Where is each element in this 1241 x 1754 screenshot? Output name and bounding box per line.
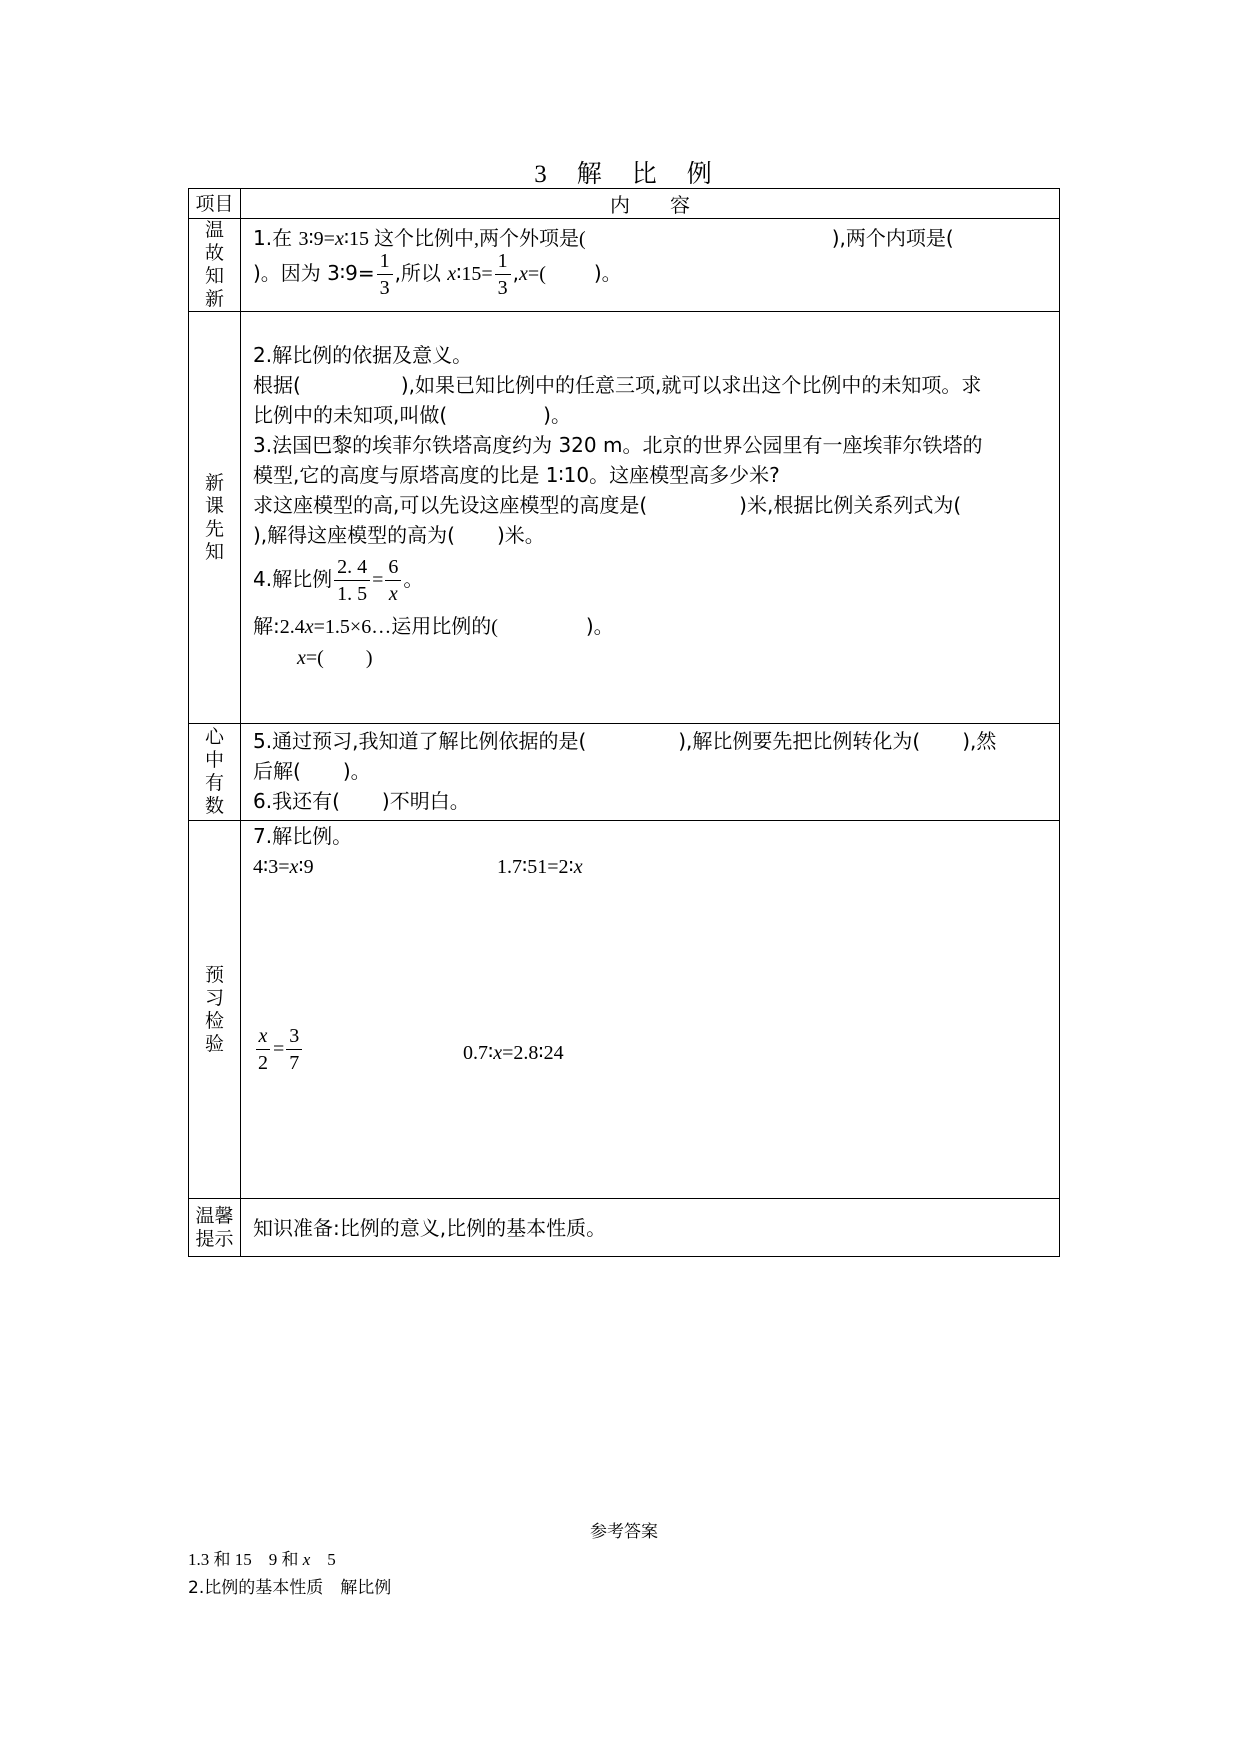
- q7-row1: [253, 851, 1049, 881]
- tips-row: [189, 1199, 1060, 1257]
- problem-4: 0.7∶x=2.8∶24: [463, 1042, 564, 1064]
- review-label: 温故知新: [204, 219, 224, 310]
- fraction-one-third-2: $\frac{1}{3}$: [495, 248, 511, 301]
- q7-lead: 7.解比例。: [253, 824, 353, 848]
- q4-x-line: x=( ): [297, 647, 373, 669]
- q3-line2: 模型,它的高度与原塔高度的比是 1∶10。这座模型高多少米?: [253, 463, 780, 487]
- check-row: [189, 821, 1060, 1199]
- q4-solution: 解:2.4x=1.5×6…运用比例的( )。: [253, 614, 614, 638]
- q2-line2: 根据( ),如果已知比例中的任意三项,就可以求出这个比例中的未知项。求: [253, 373, 982, 397]
- q5-line2: 后解( )。: [253, 759, 371, 783]
- tip-text: 知识准备:比例的意义,比例的基本性质。: [241, 1199, 1060, 1257]
- q1-line1: 1.在 3∶9=x∶15 这个比例中,两个外项是( ),两个内项是(: [253, 226, 954, 250]
- q3-line1: 3.法国巴黎的埃菲尔铁塔高度约为 320 m。北京的世界公园里有一座埃菲尔铁塔的: [253, 433, 983, 457]
- title-char-1: 解: [576, 159, 604, 188]
- problem-1: 4∶3=x∶9: [253, 856, 314, 878]
- newlesson-row: [189, 312, 1060, 724]
- problem-2: 1.7∶51=2∶x: [497, 856, 583, 878]
- title-char-3: 例: [686, 159, 714, 188]
- page-title: [188, 154, 1060, 190]
- mind-content: [241, 724, 1060, 821]
- title-number: 3: [534, 161, 549, 188]
- check-content: [241, 821, 1060, 1199]
- review-row: [189, 219, 1060, 312]
- q5-line1: 5.通过预习,我知道了解比例依据的是( ),解比例要先把比例转化为( ),然: [253, 729, 997, 753]
- answer-2: 2.比例的基本性质 解比例: [188, 1578, 392, 1598]
- title-char-2: 比: [631, 159, 659, 188]
- q1-line2: )。因为 3∶9= $\frac{1}{3}$ ,所以 x∶15= $\frac{1}{3}$ ,x=( )。: [253, 250, 622, 299]
- review-content: [241, 219, 1060, 312]
- fraction-2.4-over-1.5: $\frac{2. 4}{1. 5}$: [334, 554, 370, 607]
- mind-label: 心中有数: [204, 726, 224, 817]
- worksheet-table: [188, 188, 1060, 1257]
- mind-row: [189, 724, 1060, 821]
- q4-line1: 4.解比例 $\frac{2. 4}{1. 5}$ = $\frac{6}{x}$ 。: [253, 556, 424, 605]
- answer-key: [188, 1518, 1060, 1602]
- header-item: 项目: [189, 189, 241, 219]
- q2-line3: 比例中的未知项,叫做( )。: [253, 403, 571, 427]
- check-label: 预习检验: [204, 963, 224, 1055]
- header-content: 内 容: [241, 189, 1060, 219]
- q3-line4: ),解得这座模型的高为( )米。: [253, 523, 545, 547]
- answer-heading: 参考答案: [590, 1522, 658, 1542]
- q3-line3: 求这座模型的高,可以先设这座模型的高度是( )米,根据比例关系列式为(: [253, 493, 962, 517]
- newlesson-content: [241, 312, 1060, 724]
- q6-line: 6.我还有( )不明白。: [253, 789, 470, 813]
- q2-line1: 2.解比例的依据及意义。: [253, 343, 473, 367]
- problem-3: $\frac{x}{2}$ = $\frac{3}{7}$: [253, 1023, 304, 1076]
- fraction-one-third: $\frac{1}{3}$: [377, 248, 393, 301]
- fraction-6-over-x: $\frac{6}{x}$: [385, 554, 401, 607]
- q7-row2: [253, 1023, 1049, 1083]
- header-row: [189, 189, 1060, 219]
- answer-1: 1.3 和 15 9 和 x 5: [188, 1550, 336, 1569]
- newlesson-label: 新课先知: [204, 471, 224, 563]
- tips-label: 温馨提示: [195, 1204, 234, 1250]
